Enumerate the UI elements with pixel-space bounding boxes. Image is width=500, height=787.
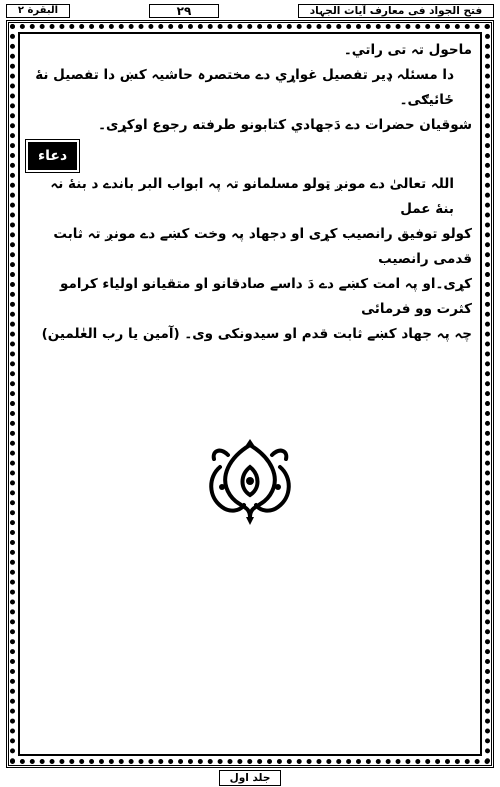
page-number: ۲۹ [149,4,219,18]
body-text [28,38,472,347]
section-heading: دعاء [28,142,77,170]
text-line: چہ پہ جهاد کښے ثابت قدم او سیدونکی وی۔ (آمین یا رب العٰلمین) [41,326,472,342]
text-line: دا مسئلہ ډیر تفصیل غواړي دے مختصرہ حاشیہ کښ دا تفصیل نۀ ځائیګی۔ [35,67,454,108]
heading-wrap [28,142,472,170]
page-footer [0,770,500,786]
volume-label: جلد اول [219,770,282,786]
book-title: فتح الجواد فی معارف آیات الجہاد [298,4,494,18]
floral-ornament-icon [200,437,300,527]
text-line: شوقیان حضرات دے دَجهادي کتابونو طرفته رجوع اوکړی۔ [98,117,472,133]
surah-label: البقرة ۲ [6,4,70,18]
text-line: اللہ تعالیٰ دے مونږ ټولو مسلمانو تہ پہ ابواب البر باندے د بنۀ نہ بنۀ عمل [50,176,454,217]
text-line: کړی۔او پہ امت کښے دے دَ داسے صادقانو او متقیانو اولیاء کرامو کثرت وو فرمائی [60,276,472,317]
page-header [6,2,494,20]
text-line: ماحول تہ تی راتي۔ [343,42,472,58]
text-line: کولو توفیق رانصیب کړی او دجهاد پہ وخت کښے دے مونږ تہ ثابت قدمی رانصیب [53,226,472,267]
